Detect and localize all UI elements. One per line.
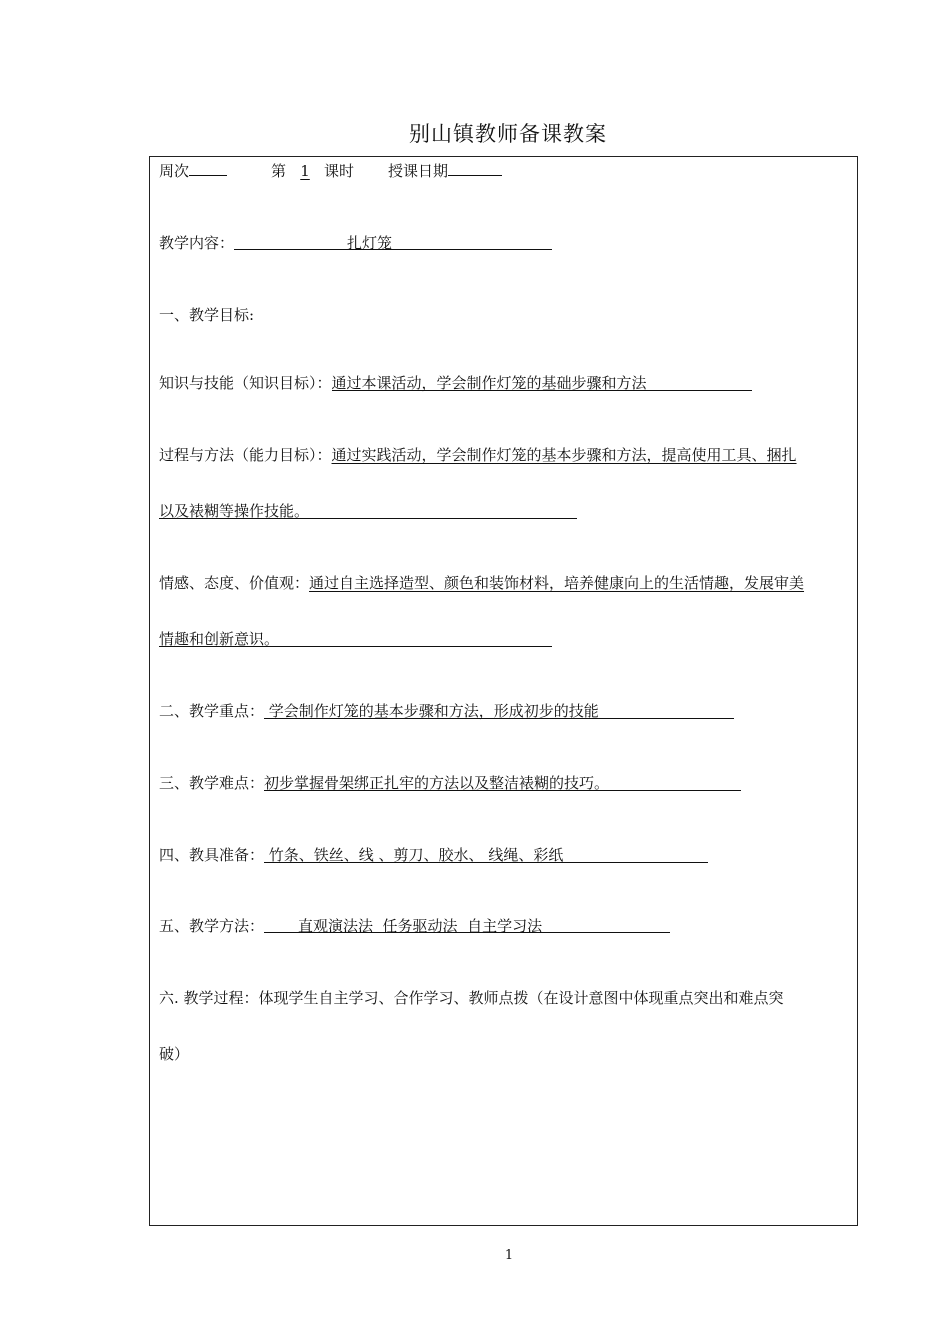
process-row-2 xyxy=(159,501,577,521)
materials-value: 竹条、铁丝、线 、剪刀、胶水、 线绳、彩纸 xyxy=(264,845,708,863)
document-title: 别山镇教师备课教案 xyxy=(409,122,607,146)
week-label: 周次 xyxy=(159,162,190,180)
date-label: 授课日期 xyxy=(388,162,449,180)
header-row xyxy=(159,161,502,181)
key-points-row xyxy=(159,701,734,721)
difficulties-value: 初步掌握骨架绑正扎牢的方法以及整洁裱糊的技巧。 xyxy=(264,773,741,791)
materials-row xyxy=(159,845,708,865)
objectives-heading: 一、教学目标: xyxy=(159,306,255,324)
difficulties-label: 三、教学难点： xyxy=(159,774,265,792)
knowledge-row xyxy=(159,373,752,393)
process-row-1 xyxy=(159,445,797,465)
emotion-value-1: 通过自主选择造型、颜色和装饰材料，培养健康向上的生活情趣，发展审美 xyxy=(309,574,805,592)
emotion-row-1 xyxy=(159,573,804,593)
lesson-suffix: 课时 xyxy=(324,162,355,180)
difficulties-row xyxy=(159,773,741,793)
key-points-label: 二、教学重点： xyxy=(159,702,265,720)
process-value-1: 通过实践活动，学会制作灯笼的基本步骤和方法，提高使用工具、捆扎 xyxy=(331,446,797,464)
methods-label: 五、教学方法： xyxy=(159,917,265,935)
content-label: 教学内容： xyxy=(159,234,235,252)
lesson-prefix: 第 xyxy=(271,162,287,180)
emotion-label: 情感、态度、价值观： xyxy=(159,574,310,592)
lesson-number: 1 xyxy=(300,162,310,180)
content-row xyxy=(159,233,552,253)
materials-label: 四、教具准备： xyxy=(159,846,265,864)
page-number: 1 xyxy=(504,1248,514,1263)
knowledge-value: 通过本课活动，学会制作灯笼的基础步骤和方法 xyxy=(332,373,752,391)
key-points-value: 学会制作灯笼的基本步骤和方法，形成初步的技能 xyxy=(264,701,734,719)
process-value-2: 以及裱糊等操作技能。 xyxy=(159,501,577,519)
procedure-row-2: 破） xyxy=(159,1045,190,1063)
procedure-row-1: 六. 教学过程：体现学生自主学习、合作学习、教师点拨（在设计意图中体现重点突出和难点突 xyxy=(159,989,784,1007)
emotion-value-2: 情趣和创新意识。 xyxy=(159,629,552,647)
knowledge-label: 知识与技能（知识目标）： xyxy=(159,374,332,392)
emotion-row-2 xyxy=(159,629,552,649)
date-blank xyxy=(448,161,502,176)
week-blank xyxy=(189,161,227,176)
methods-row xyxy=(159,916,670,936)
content-value: 扎灯笼 xyxy=(234,233,552,250)
process-label: 过程与方法（能力目标）： xyxy=(159,446,332,464)
methods-value: 直观演法法 任务驱动法 自主学习法 xyxy=(264,916,670,933)
lesson-plan-form xyxy=(149,156,858,1226)
